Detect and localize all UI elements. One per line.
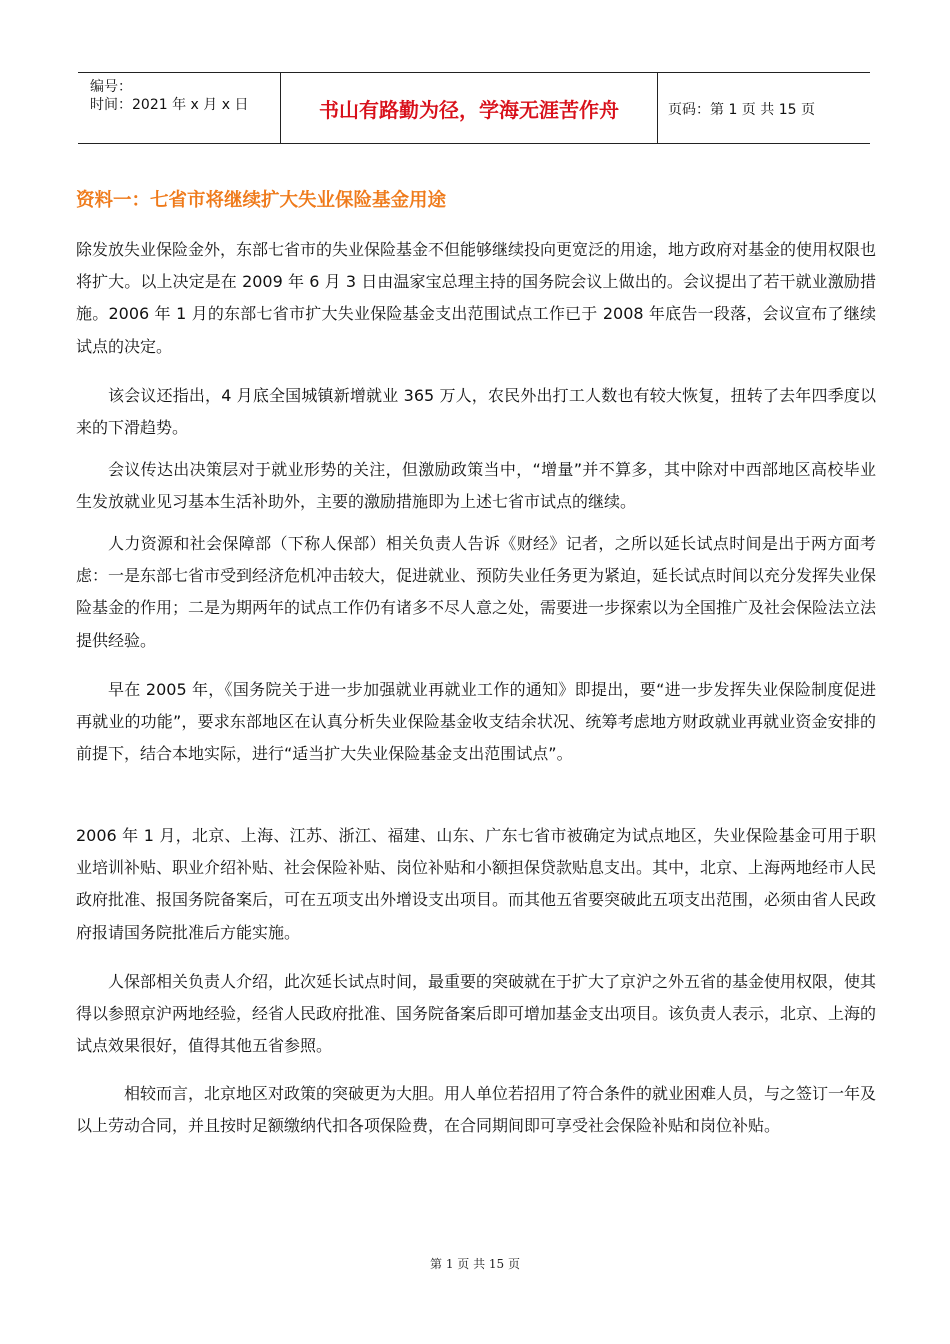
document-date: 时间：2021 年 x 月 x 日 — [90, 97, 249, 113]
section-title: 资料一：七省市将继续扩大失业保险基金用途 — [76, 190, 447, 211]
paragraph: 2006 年 1 月，北京、上海、江苏、浙江、福建、山东、广东七省市被确定为试点地区，失业保险基金可用于职业培训补贴、职业介绍补贴、社会保险补贴、岗位补贴和小额担保贷款贴息支出。其中，北京、上海两地经市人民政府批准、报国务院备案后，可在五项支出外增设支出项目。而其他五省要突破此五项支出范围，必须由省人民政府报请国务院批准后方能实施。 — [76, 826, 877, 942]
header-motto-cell — [281, 73, 658, 143]
header-motto: 书山有路勤为径，学海无涯苦作舟 — [319, 98, 619, 122]
paragraph: 人力资源和社会保障部（下称人保部）相关负责人告诉《财经》记者，之所以延长试点时间是出于两方面考虑：一是东部七省市受到经济危机冲击较大，促进就业、预防失业任务更为紧迫，延长试点时间以充分发挥失业保险基金的作用；二是为期两年的试点工作仍有诸多不尽人意之处，需要进一步探索以为全国推广及社会保险法立法提供经验。 — [76, 534, 877, 650]
paragraph: 人保部相关负责人介绍，此次延长试点时间，最重要的突破就在于扩大了京沪之外五省的基金使用权限，使其得以参照京沪两地经验，经省人民政府批准、国务院备案后即可增加基金支出项目。该负责人表示，北京、上海的试点效果很好，值得其他五省参照。 — [76, 972, 877, 1056]
paragraph: 该会议还指出，4 月底全国城镇新增就业 365 万人，农民外出打工人数也有较大恢复，扭转了去年四季度以来的下滑趋势。 — [76, 386, 876, 438]
paragraph: 除发放失业保险金外，东部七省市的失业保险基金不但能够继续投向更宽泛的用途，地方政府对基金的使用权限也将扩大。以上决定是在 2009 年 6 月 3 日由温家宝总理主持的国务院会议上做出的。会议提出了若干就业激励措施。2006 年 1 月的东部七省市扩大失业保险基金支出范围试点工作已于 2008 年底告一段落，会议宣布了继续试点的决定。 — [76, 240, 877, 356]
page-footer: 第 1 页 共 15 页 — [430, 1257, 520, 1271]
document-number-label: 编号： — [90, 79, 132, 95]
paragraph: 早在 2005 年，《国务院关于进一步加强就业再就业工作的通知》即提出，要“进一步发挥失业保险制度促进再就业的功能”，要求东部地区在认真分析失业保险基金收支结余状况、统筹考虑地方财政就业再就业资金安排的前提下，结合本地实际，进行“适当扩大失业保险基金支出范围试点”。 — [76, 680, 876, 764]
page-header — [78, 72, 870, 144]
header-meta-cell — [78, 73, 281, 143]
header-page-cell — [658, 73, 870, 143]
header-page-info: 页码：第 1 页 共 15 页 — [668, 102, 815, 118]
paragraph: 相较而言，北京地区对政策的突破更为大胆。用人单位若招用了符合条件的就业困难人员，与之签订一年及以上劳动合同，并且按时足额缴纳代扣各项保险费，在合同期间即可享受社会保险补贴和岗位补贴。 — [76, 1084, 877, 1136]
paragraph: 会议传达出决策层对于就业形势的关注，但激励政策当中，“增量”并不算多，其中除对中西部地区高校毕业生发放就业见习基本生活补助外，主要的激励措施即为上述七省市试点的继续。 — [76, 460, 876, 512]
